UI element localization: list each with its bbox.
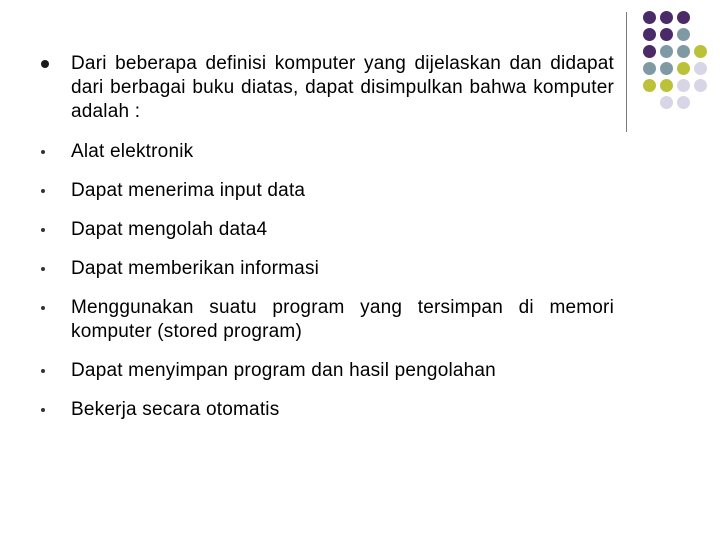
decorative-dot (677, 79, 690, 92)
decorative-dot (660, 11, 673, 24)
decorative-dot (677, 62, 690, 75)
decorative-dot (677, 11, 690, 24)
list-item-text: Dapat mengolah data4 (71, 219, 268, 240)
list-item (34, 140, 614, 164)
decorative-dot (643, 79, 656, 92)
decorative-dot (677, 45, 690, 58)
decorative-dot (643, 45, 656, 58)
decorative-dot (694, 79, 707, 92)
list-item (34, 296, 614, 344)
decorative-dot (643, 28, 656, 41)
decorative-dot (677, 96, 690, 109)
decorative-dot (694, 62, 707, 75)
decorative-dot (643, 11, 656, 24)
bullet-dot-icon (41, 150, 45, 154)
list-item-text: Alat elektronik (71, 141, 194, 162)
bullet-dot-icon (41, 189, 45, 193)
decorative-dot (677, 28, 690, 41)
decorative-dot (660, 96, 673, 109)
bullet-dot-icon (41, 306, 45, 310)
slide-body (34, 52, 614, 422)
list-item-text: Dapat menerima input data (71, 180, 306, 201)
decorative-dot (660, 45, 673, 58)
list-item (34, 179, 614, 203)
decorative-dot (694, 45, 707, 58)
list-item (34, 359, 614, 383)
decorative-dot (643, 62, 656, 75)
bullet-dot-icon (41, 369, 45, 373)
decorative-dot (660, 79, 673, 92)
list-item (34, 398, 614, 422)
decorative-divider-line (626, 12, 627, 132)
list-item-text: Dapat memberikan informasi (71, 258, 320, 279)
decorative-dot (660, 62, 673, 75)
list-item-text: Menggunakan suatu program yang tersimpan di memori komputer (stored program) (71, 297, 614, 342)
bullet-dot-icon (41, 267, 45, 271)
list-item (34, 218, 614, 242)
bullet-dot-icon (41, 408, 45, 412)
list-item-text: Dapat menyimpan program dan hasil pengolahan (71, 360, 496, 381)
intro-paragraph (34, 52, 614, 124)
intro-text: Dari beberapa definisi komputer yang dijelaskan dan didapat dari berbagai buku diatas, dapat disimpulkan bahwa komputer adalah : (71, 53, 614, 122)
list-item-text: Bekerja secara otomatis (71, 399, 280, 420)
bullet-dot-icon (41, 228, 45, 232)
decorative-dot (660, 28, 673, 41)
list-item (34, 257, 614, 281)
bullet-dot-icon (41, 60, 49, 68)
